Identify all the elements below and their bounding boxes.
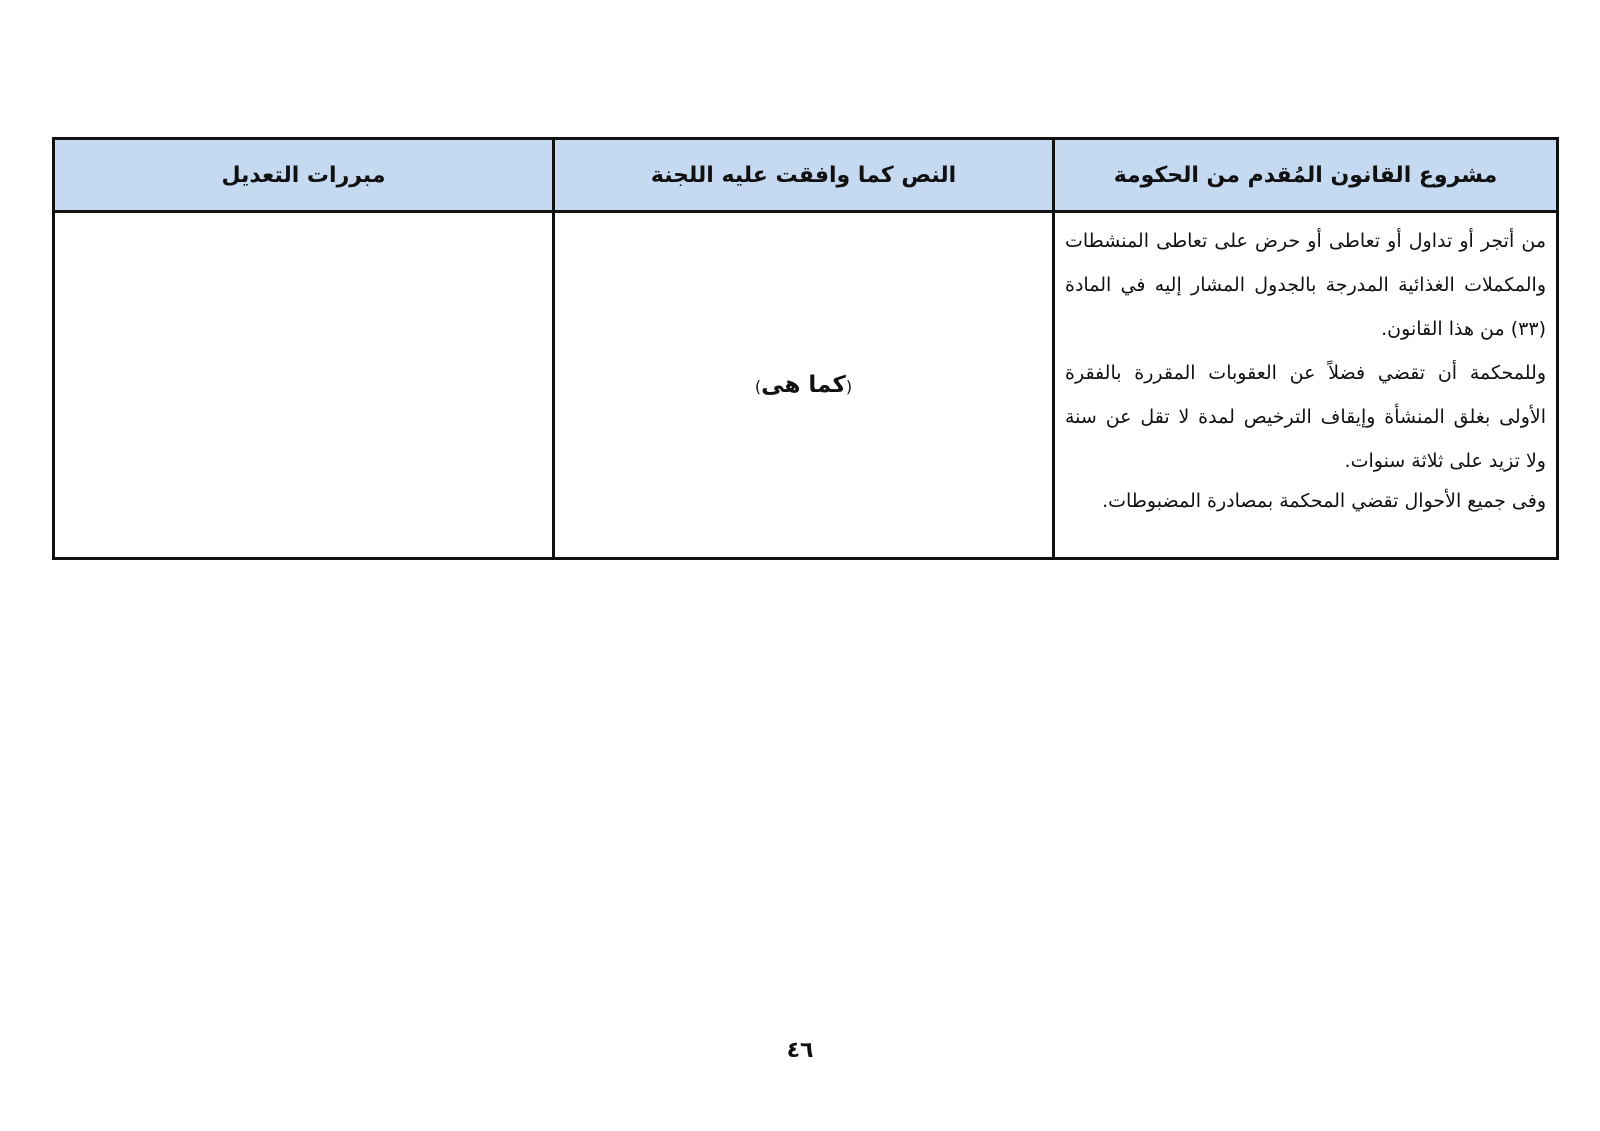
government-bill-cell [1054, 212, 1558, 559]
table-row [54, 212, 1558, 559]
close-paren: ) [754, 377, 762, 396]
page-number: ٤٦ [786, 1038, 814, 1063]
committee-value-text: كما هى [761, 372, 846, 398]
open-paren: ( [845, 377, 853, 396]
bill-paragraph-3: وفى جميع الأحوال تقضي المحكمة بمصادرة المضبوطات. [1102, 490, 1546, 512]
committee-text-cell [554, 212, 1054, 559]
comparison-table [52, 137, 1559, 560]
committee-value [755, 372, 852, 398]
bill-paragraph-2: وللمحكمة أن تقضي فضلاً عن العقوبات المقررة بالفقرة الأولى بغلق المنشأة وإيقاف الترخيص لمدة لا تقل عن سنة ولا تزيد على ثلاثة سنوات. [1065, 362, 1546, 472]
header-committee-text: النص كما وافقت عليه اللجنة [554, 139, 1054, 212]
justification-cell [54, 212, 554, 559]
table-header-row [54, 139, 1558, 212]
bill-paragraph-1: من أتجر أو تداول أو تعاطى أو حرض على تعاطى المنشطات والمكملات الغذائية المدرجة بالجدول المشار إليه في المادة (٣٣) من هذا القانون. [1065, 230, 1546, 340]
header-government-bill: مشروع القانون المُقدم من الحكومة [1054, 139, 1558, 212]
header-justifications: مبررات التعديل [54, 139, 554, 212]
